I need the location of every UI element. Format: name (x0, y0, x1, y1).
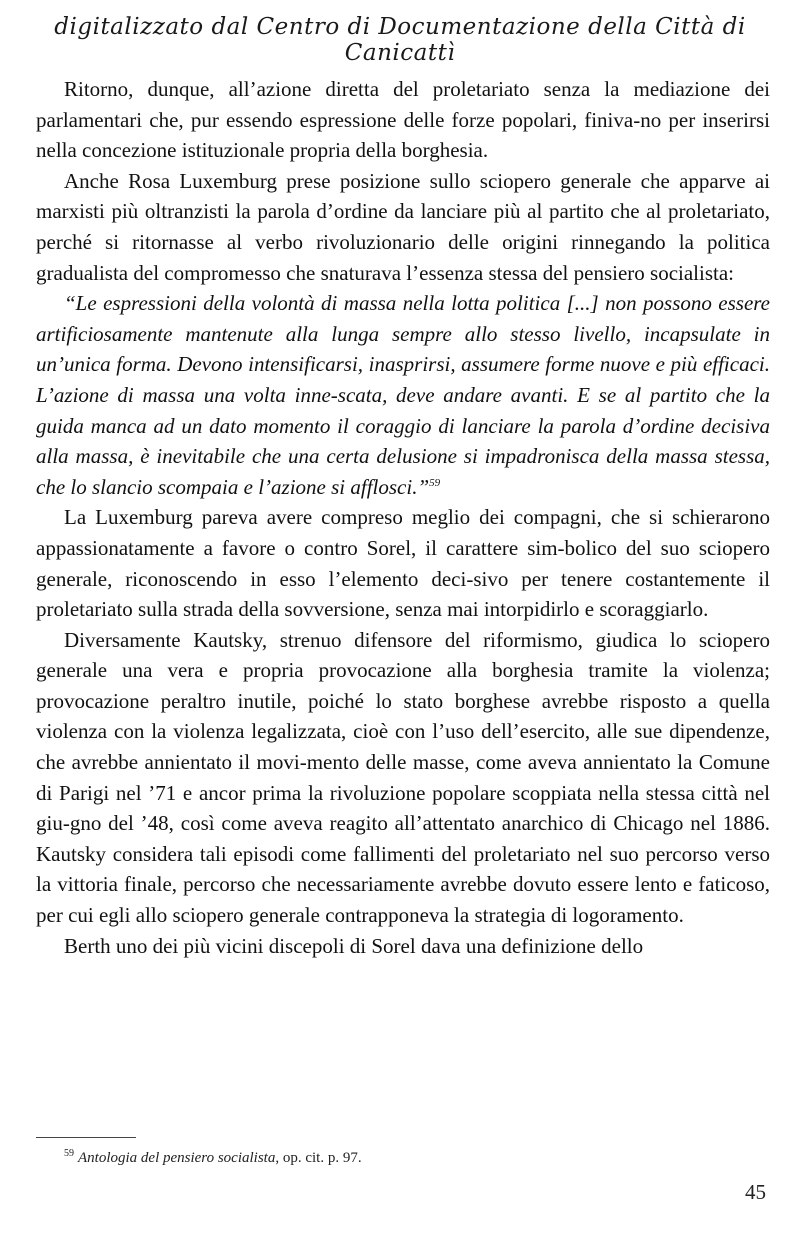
footnote-citation: , op. cit. p. 97. (275, 1150, 362, 1166)
paragraph-2: Anche Rosa Luxemburg prese posizione sullo sciopero generale che apparve ai marxisti più oltranzisti la parola d’ordine da lanciare più al partito che al proletariato, perché si ritornasse al verbo rivoluzionario delle origini rinnegando la politica gradualista del compromesso che snaturava l’essenza stessa del pensiero socialista: (36, 168, 770, 285)
page-body (36, 74, 770, 961)
footnote-number: 59 (64, 1148, 74, 1159)
footnote-ref: 59 (429, 476, 441, 489)
quotation-text: “Le espressioni della volontà di massa nella lotta politica [...] non possono essere artificiosamente mantenute alla lunga sempre allo stesso livello, incapsulate in un’unica forma. Devono intensificarsi, inasprirsi, assumere forme nuove e più efficaci. L’azione di massa una volta inne-scata, deve andare avanti. E se al partito che la guida manca ad un dato momento il coraggio di lanciare la parola d’ordine decisiva alla massa, è inevitabile che una certa delusione si impadronisca della massa stessa, che lo slancio scompaia e l’azione si afflosci.” (36, 291, 770, 499)
paragraph-5: Berth uno dei più vicini discepoli di Sorel dava una definizione dello (64, 933, 644, 958)
paragraph-1: Ritorno, dunque, all’azione diretta del proletariato senza la mediazione dei parlamentari che, pur essendo espressione delle forze popolari, finiva-no per inserirsi nella concezione istituzionale propria della borghesia. (36, 77, 770, 163)
paragraph-3: La Luxemburg pareva avere compreso meglio dei compagni, che si schierarono appassionatamente a favore o contro Sorel, il carattere sim-bolico del suo sciopero generale, riconoscendo in esso l’elemento deci-sivo per tenere costantemente il proletariato sulla strada della sovversione, senza mai intorpidirlo e scoraggiarlo. (36, 505, 770, 622)
quotation (36, 288, 770, 502)
page-number: 45 (745, 1180, 766, 1204)
footnote (64, 1148, 362, 1167)
footnote-title: Antologia del pensiero socialista (78, 1150, 276, 1166)
paragraph-4: Diversamente Kautsky, strenuo difensore del riformismo, giudica lo sciopero generale una vera e propria provocazione alla borghesia tramite la violenza; provocazione peraltro inutile, poiché lo stato borghese avrebbe risposto a quella violenza con la violenza legalizzata, cioè con l’uso dell’esercito, alle sue dipendenze, che avrebbe annientato il movi-mento delle masse, come aveva annientato la Comune di Parigi nel ’71 e ancor prima la rivoluzione popolare scoppiata nella stessa città nel giu-gno del ’48, così come aveva reagito all’attentato anarchico di Chicago nel 1886. Kautsky considera tali episodi come fallimenti del proletariato nel suo percorso verso la vittoria finale, percorso che necessariamente avrebbe dovuto essere lento e faticoso, per cui egli allo sciopero generale contrapponeva la strategia di logoramento. (36, 627, 770, 928)
watermark-header: digitalizzato dal Centro di Documentazione della Città di Canicattì (54, 14, 746, 66)
footnote-divider (36, 1137, 136, 1138)
